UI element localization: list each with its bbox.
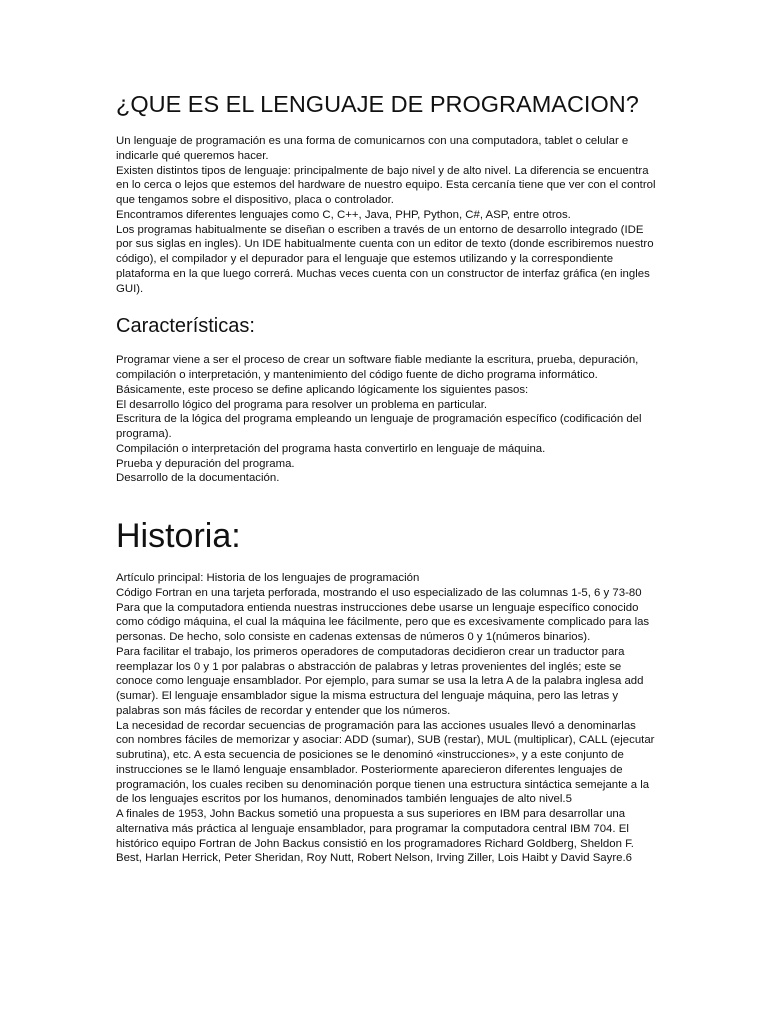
features-heading: Características: [116, 315, 255, 338]
document-content [116, 86, 656, 866]
intro-section [116, 134, 656, 296]
history-heading: Historia: [116, 517, 241, 555]
page-title: ¿QUE ES EL LENGUAJE DE PROGRAMACION? [116, 91, 639, 117]
paragraph: Compilación o interpretación del programa hasta convertirlo en lenguaje de máquina. [116, 442, 546, 455]
paragraph: Escritura de la lógica del programa empleando un lenguaje de programación específico (codificación del programa). [116, 413, 642, 440]
paragraph: A finales de 1953, John Backus sometió una propuesta a sus superiores en IBM para desarrollar una alternativa más práctica al lenguaje ensamblador, para programar la computadora central IBM 704. El histórico equipo Fortran de John Backus consistió en los programadores Richard Goldberg, Sheldon F. Best, Harlan Herrick, Peter Sheridan, Roy Nutt, Robert Nelson, Irving Ziller, Lois Haibt y David Sayre.6 [116, 808, 634, 865]
paragraph: Artículo principal: Historia de los lenguajes de programación [116, 572, 420, 584]
paragraph: La necesidad de recordar secuencias de programación para las acciones usuales llevó a denominarlas con nombres fáciles de memorizar y asociar: ADD (sumar), SUB (restar), MUL (multiplicar), CALL (ejecutar subrutina), etc. A esta secuencia de posiciones se le denominó «instrucciones», y a este conjunto de instrucciones se le llamó lenguaje ensamblador. Posteriormente aparecieron diferentes lenguajes de programación, los cuales reciben su denominación porque tienen una estructura sintáctica semejante a la de los lenguajes escritos por los humanos, denominados también lenguajes de alto nivel.5 [116, 719, 655, 806]
paragraph: Para facilitar el trabajo, los primeros operadores de computadoras decidieron crear un traductor para reemplazar los 0 y 1 por palabras o abstracción de palabras y letras provenientes del inglés; este se conoce como lenguaje ensamblador. Por ejemplo, para sumar se usa la letra A de la palabra inglesa add (sumar). El lenguaje ensamblador sigue la misma estructura del lenguaje máquina, pero las letras y palabras son más fáciles de recordar y entender que los números. [116, 645, 644, 717]
paragraph: Programar viene a ser el proceso de crear un software fiable mediante la escritura, prueba, depuración, compilación o interpretación, y mantenimiento del código fuente de dicho programa informático. Básicamente, este proceso se define aplicando lógicamente los siguientes pasos: [116, 354, 639, 396]
paragraph: Existen distintos tipos de lenguaje: principalmente de bajo nivel y de alto nivel. La diferencia se encuentra en lo cerca o lejos que estemos del hardware de nuestro equipo. Esta cercanía tiene que ver con el control que tengamos sobre el dispositivo, placa o controlador. [116, 164, 656, 206]
paragraph: Prueba y depuración del programa. [116, 457, 295, 470]
features-section [116, 353, 656, 486]
history-section [116, 571, 656, 866]
paragraph: Los programas habitualmente se diseñan o escriben a través de un entorno de desarrollo integrado (IDE por sus siglas en ingles). Un IDE habitualmente cuenta con un editor de texto (donde escribiremos nuestro código), el compilador y el depurador para el lenguaje que estemos utilizando y la correspondiente plataforma en la que luego correrá. Muchas veces cuenta con un constructor de interfaz gráfica (en ingles GUI). [116, 223, 654, 295]
paragraph: Un lenguaje de programación es una forma de comunicarnos con una computadora, tablet o celular e indicarle qué queremos hacer. [116, 135, 629, 162]
paragraph: Encontramos diferentes lenguajes como C, C++, Java, PHP, Python, C#, ASP, entre otros. [116, 208, 571, 221]
paragraph: Código Fortran en una tarjeta perforada, mostrando el uso especializado de las columnas 1-5, 6 y 73-80 [116, 586, 642, 599]
paragraph: Para que la computadora entienda nuestras instrucciones debe usarse un lenguaje específico conocido como código máquina, el cual la máquina lee fácilmente, pero que es excesivamente complicado para las personas. De hecho, solo consiste en cadenas extensas de números 0 y 1(números binarios). [116, 601, 650, 643]
paragraph: Desarrollo de la documentación. [116, 472, 280, 485]
paragraph: El desarrollo lógico del programa para resolver un problema en particular. [116, 398, 488, 411]
